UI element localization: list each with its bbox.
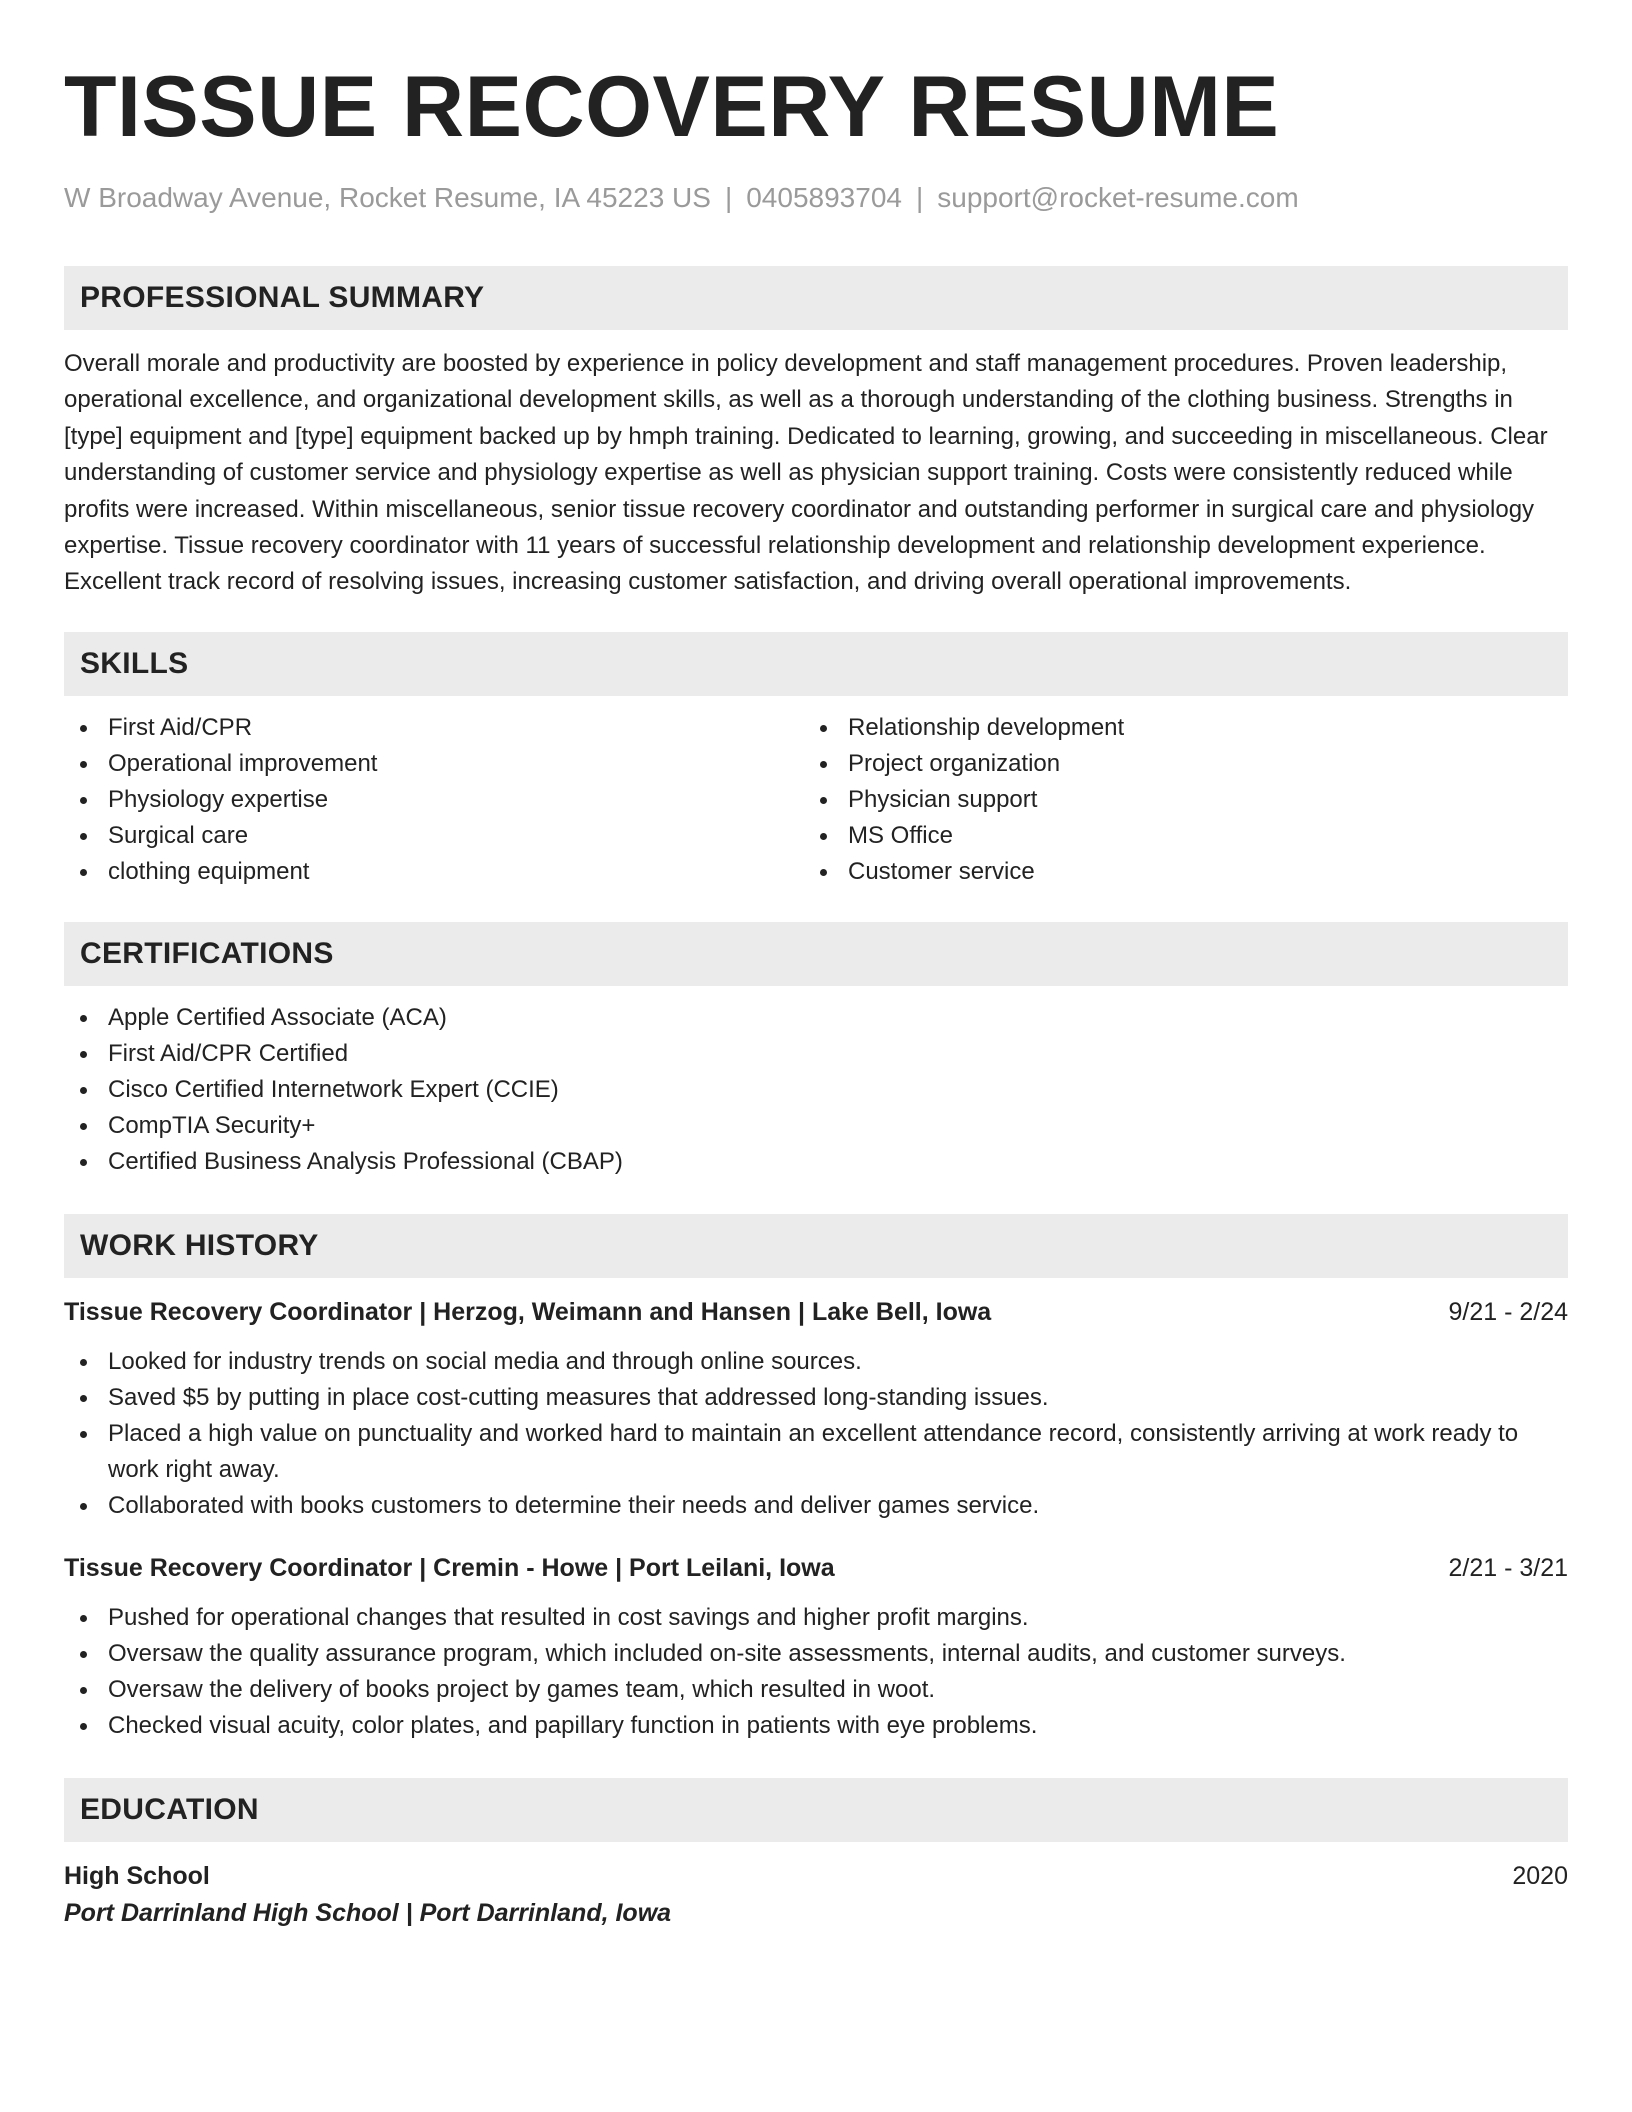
skills-grid [64, 710, 1568, 890]
job-bullet: Checked visual acuity, color plates, and papillary function in patients with eye problems. [64, 1708, 1568, 1744]
contact-phone: 0405893704 [746, 182, 902, 213]
job-title: Tissue Recovery Coordinator | Herzog, Weimann and Hansen | Lake Bell, Iowa [64, 1297, 992, 1326]
skill-item: Project organization [804, 746, 1544, 782]
section-heading-skills: SKILLS [64, 632, 1568, 696]
contact-line [64, 180, 1568, 216]
section-heading-certifications: CERTIFICATIONS [64, 922, 1568, 986]
job-header [64, 1294, 1568, 1330]
skill-item: Relationship development [804, 710, 1544, 746]
skill-item: Physiology expertise [64, 782, 804, 818]
skills-list-right [804, 710, 1544, 890]
job-bullets [64, 1344, 1568, 1524]
skill-item: Physician support [804, 782, 1544, 818]
section-heading-education: EDUCATION [64, 1778, 1568, 1842]
job-bullet: Collaborated with books customers to determine their needs and deliver games service. [64, 1488, 1568, 1524]
contact-email: support@rocket-resume.com [937, 182, 1299, 213]
job-bullet: Oversaw the quality assurance program, which included on-site assessments, internal audits, and customer surveys. [64, 1636, 1568, 1672]
skill-item: Customer service [804, 854, 1544, 890]
skill-item: Surgical care [64, 818, 804, 854]
job-bullet: Looked for industry trends on social media and through online sources. [64, 1344, 1568, 1380]
skill-item: MS Office [804, 818, 1544, 854]
job-header [64, 1550, 1568, 1586]
section-heading-summary: PROFESSIONAL SUMMARY [64, 266, 1568, 330]
job-bullet: Pushed for operational changes that resulted in cost savings and higher profit margins. [64, 1600, 1568, 1636]
skill-item: clothing equipment [64, 854, 804, 890]
skill-item: First Aid/CPR [64, 710, 804, 746]
skill-item: Operational improvement [64, 746, 804, 782]
certification-item: CompTIA Security+ [64, 1108, 1568, 1144]
education-degree: High School [64, 1861, 210, 1890]
skills-list-left [64, 710, 804, 890]
certifications-list [64, 1000, 1568, 1180]
contact-separator: | [724, 182, 733, 213]
job-dates: 9/21 - 2/24 [1448, 1297, 1568, 1326]
summary-text: Overall morale and productivity are boosted by experience in policy development and staff management procedures. Proven leadership, operational excellence, and organizational development skills, as well as a thorough understanding of the clothing business. Strengths in [type] equipment and [type] equipment backed up by hmph training. Dedicated to learning, growing, and succeeding in miscellaneous. Clear understanding of customer service and physiology expertise as well as physician support training. Costs were consistently reduced while profits were increased. Within miscellaneous, senior tissue recovery coordinator and outstanding performer in surgical care and physiology expertise. Tissue recovery coordinator with 11 years of successful relationship development and relationship development experience. Excellent track record of resolving issues, increasing customer satisfaction, and driving overall operational improvements. [64, 350, 1548, 596]
job-bullet: Saved $5 by putting in place cost-cutting measures that addressed long-standing issues. [64, 1380, 1568, 1416]
job-title: Tissue Recovery Coordinator | Cremin - Howe | Port Leilani, Iowa [64, 1553, 835, 1582]
certification-item: Cisco Certified Internetwork Expert (CCIE) [64, 1072, 1568, 1108]
job-bullet: Oversaw the delivery of books project by games team, which resulted in woot. [64, 1672, 1568, 1708]
certification-item: Certified Business Analysis Professional (CBAP) [64, 1144, 1568, 1180]
certification-item: First Aid/CPR Certified [64, 1036, 1568, 1072]
education-school: Port Darrinland High School | Port Darrinland, Iowa [64, 1898, 672, 1927]
section-heading-work-history: WORK HISTORY [64, 1214, 1568, 1278]
job-bullets [64, 1600, 1568, 1744]
contact-separator: | [915, 182, 924, 213]
job-dates: 2/21 - 3/21 [1448, 1553, 1568, 1582]
certification-item: Apple Certified Associate (ACA) [64, 1000, 1568, 1036]
contact-address: W Broadway Avenue, Rocket Resume, IA 45223 US [64, 182, 711, 213]
job-bullet: Placed a high value on punctuality and worked hard to maintain an excellent attendance record, consistently arriving at work ready to work right away. [64, 1416, 1568, 1488]
education-header [64, 1858, 1568, 1894]
education-year: 2020 [1512, 1861, 1568, 1890]
resume-title: TISSUE RECOVERY RESUME [64, 59, 1280, 155]
